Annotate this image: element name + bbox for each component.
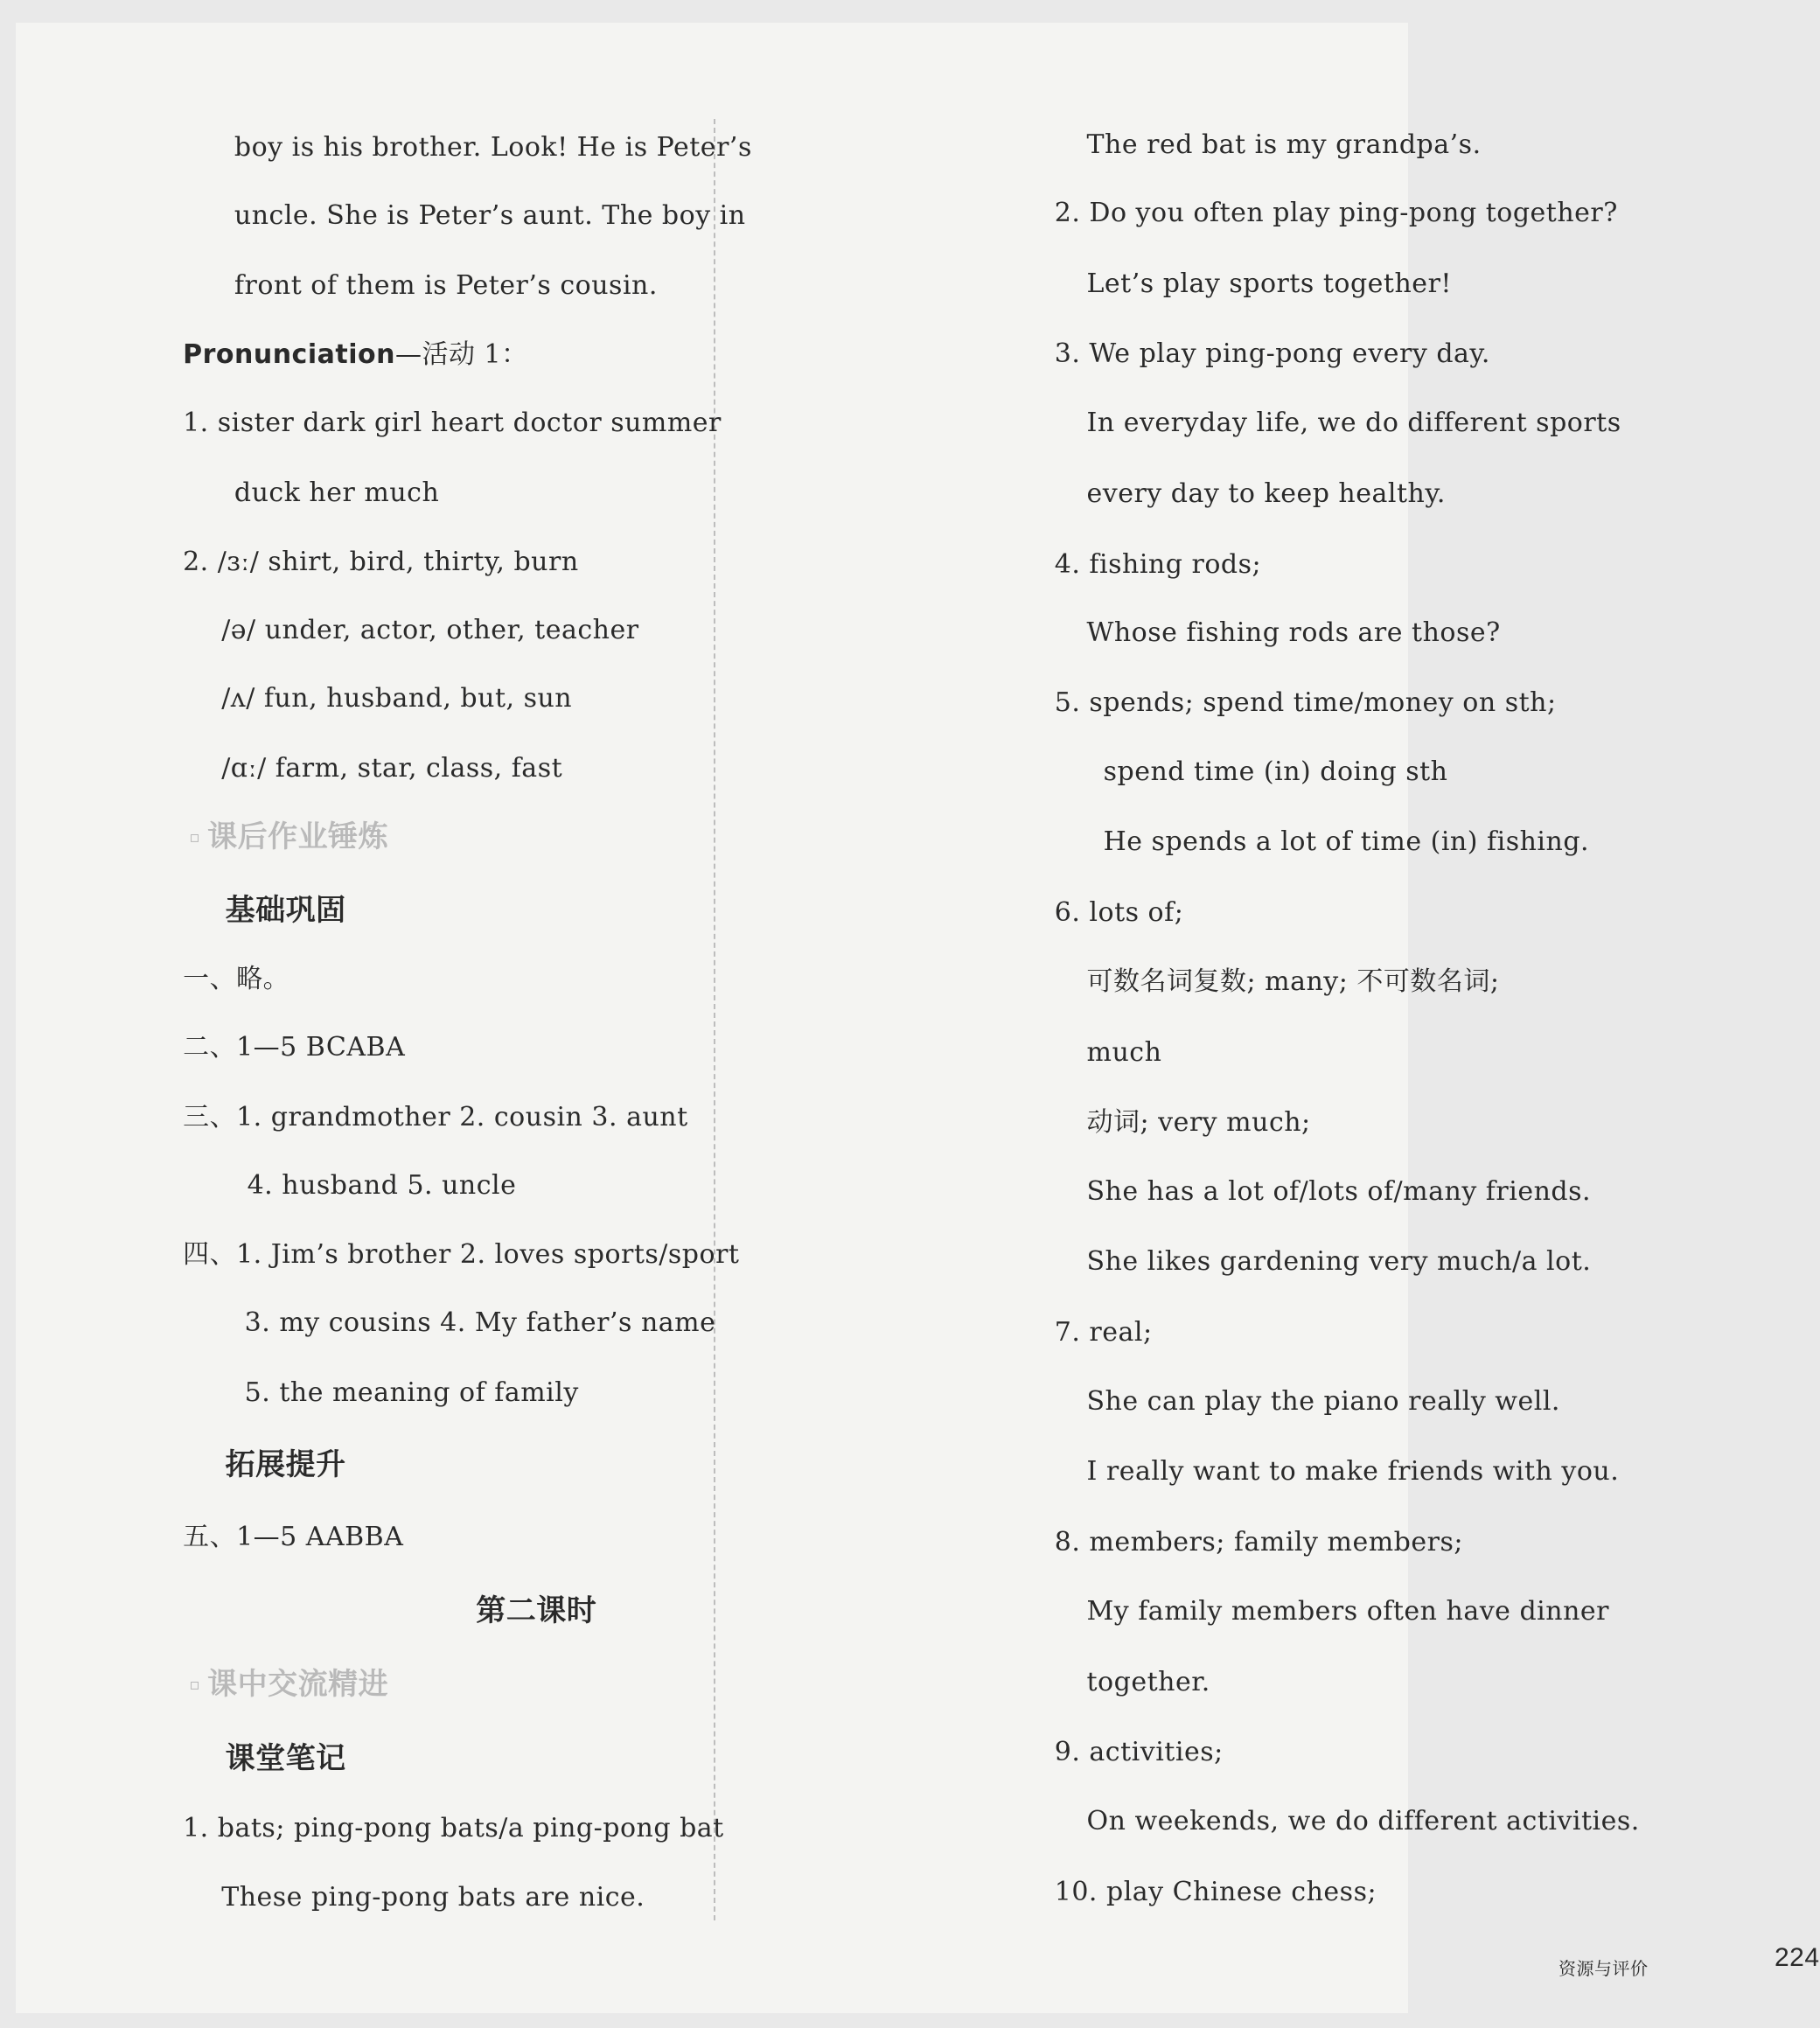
page-number: 224 xyxy=(1774,1943,1820,1972)
pronunciation-heading xyxy=(183,338,528,373)
pron-item-2: 2. /ɜː/ shirt, bird, thirty, burn xyxy=(183,547,579,577)
subheading-basics: 基础巩固 xyxy=(225,892,346,928)
answer-4: 四、1. Jim’s brother 2. loves sports/sport xyxy=(183,1239,740,1270)
lesson-title: 第二课时 xyxy=(476,1592,597,1628)
right-line-3: Let’s play sports together! xyxy=(1086,268,1452,299)
right-line-17: She likes gardening very much/a lot. xyxy=(1086,1245,1592,1277)
bullet-dot-icon: ▫ xyxy=(189,1676,201,1694)
pron-item-1-cont: duck her much xyxy=(234,477,440,508)
right-line-13: 可数名词复数; many; 不可数名词; xyxy=(1086,966,1500,997)
right-line-23: together. xyxy=(1086,1667,1210,1697)
column-divider xyxy=(714,119,715,1920)
right-line-15: 动词; very much; xyxy=(1086,1106,1311,1138)
right-line-2: 2. Do you often play ping-pong together? xyxy=(1054,198,1618,228)
answer-3-cont: 4. husband 5. uncle xyxy=(247,1169,517,1201)
answer-1: 一、略。 xyxy=(183,964,290,994)
right-line-24: 9. activities; xyxy=(1054,1736,1224,1767)
bullet-dot-icon: ▫ xyxy=(189,828,201,847)
right-line-21: 8. members; family members; xyxy=(1054,1526,1463,1558)
right-line-20: I really want to make friends with you. xyxy=(1086,1455,1620,1487)
answer-5: 五、1—5 AABBA xyxy=(183,1521,404,1552)
left-line-1: boy is his brother. Look! He is Peter’s xyxy=(234,132,752,163)
right-line-11: He spends a lot of time (in) fishing. xyxy=(1103,826,1590,857)
right-line-19: She can play the piano really well. xyxy=(1086,1386,1560,1417)
answer-4-cont-2: 5. the meaning of family xyxy=(244,1376,579,1408)
right-line-16: She has a lot of/lots of/many friends. xyxy=(1086,1176,1592,1207)
answer-2: 二、1—5 BCABA xyxy=(183,1032,406,1063)
right-line-12: 6. lots of; xyxy=(1054,896,1184,928)
right-line-10: spend time (in) doing sth xyxy=(1103,756,1448,787)
subheading-notes: 课堂笔记 xyxy=(225,1741,346,1776)
section-heading-classroom xyxy=(189,1667,388,1704)
right-line-1: The red bat is my grandpa’s. xyxy=(1086,129,1482,160)
right-line-26: 10. play Chinese chess; xyxy=(1054,1877,1377,1907)
page xyxy=(16,23,1820,2013)
note-1-cont: These ping-pong bats are nice. xyxy=(221,1882,645,1913)
right-line-8: Whose fishing rods are those? xyxy=(1086,617,1501,648)
section-homework-text: 课后作业锤炼 xyxy=(207,819,389,854)
answer-3: 三、1. grandmother 2. cousin 3. aunt xyxy=(183,1101,688,1132)
pronunciation-activity: —活动 1： xyxy=(394,339,528,370)
right-line-4: 3. We play ping-pong every day. xyxy=(1054,338,1490,369)
pronunciation-label: Pronunciation xyxy=(183,339,395,370)
right-line-9: 5. spends; spend time/money on sth; xyxy=(1054,686,1557,718)
note-1: 1. bats; ping-pong bats/a ping-pong bat xyxy=(183,1812,724,1843)
right-line-22: My family members often have dinner xyxy=(1086,1596,1610,1627)
right-line-5: In everyday life, we do different sports xyxy=(1086,408,1621,438)
right-line-14: much xyxy=(1086,1037,1162,1068)
footer-label: 资源与评价 xyxy=(1559,1958,1649,1979)
left-line-3: front of them is Peter’s cousin. xyxy=(234,269,658,301)
right-line-6: every day to keep healthy. xyxy=(1086,478,1446,509)
right-line-7: 4. fishing rods; xyxy=(1054,549,1262,580)
section-heading-homework xyxy=(189,819,388,856)
right-line-18: 7. real; xyxy=(1054,1316,1153,1348)
section-classroom-text: 课中交流精进 xyxy=(207,1666,389,1702)
left-line-2: uncle. She is Peter’s aunt. The boy in xyxy=(234,200,746,231)
pron-item-4: /ʌ/ fun, husband, but, sun xyxy=(221,683,573,714)
pron-item-1: 1. sister dark girl heart doctor summer xyxy=(183,408,722,438)
subheading-extension: 拓展提升 xyxy=(225,1447,346,1482)
pron-item-3: /ə/ under, actor, other, teacher xyxy=(221,615,639,645)
answer-4-cont: 3. my cousins 4. My father’s name xyxy=(244,1307,716,1338)
pron-item-5: /ɑː/ farm, star, class, fast xyxy=(221,752,563,784)
right-line-25: On weekends, we do different activities. xyxy=(1086,1806,1640,1836)
